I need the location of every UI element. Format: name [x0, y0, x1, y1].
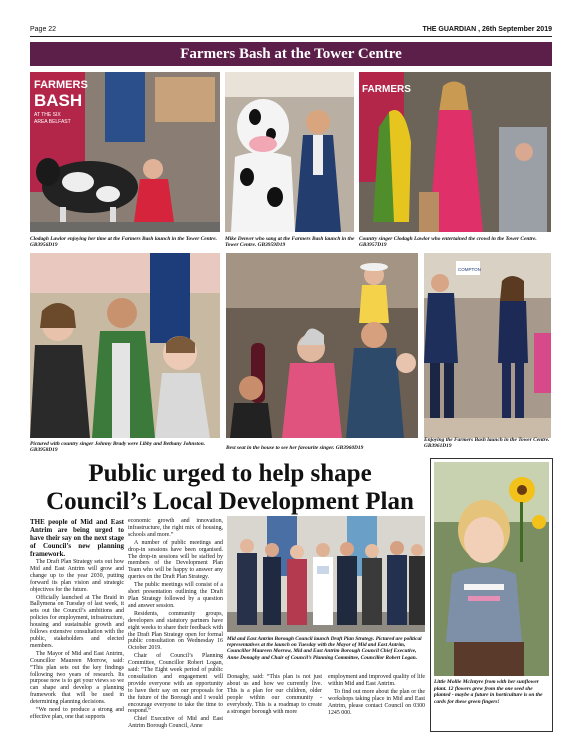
article-paragraph: To find out more about the plan or the workshops taking place in Mid and East Antrim, please contact Council on 0300 1245 000. — [328, 688, 425, 716]
photo-council-launch — [227, 516, 425, 632]
sign-text: AT THE SIX — [34, 112, 61, 118]
article-column-3 — [227, 674, 322, 716]
headline-line: Council’s Local Development Plan — [46, 488, 414, 515]
sign-text: BASH — [34, 91, 83, 110]
caption: Pictured with country singer Johnny Brady were Libby and Bethany Johnston. GB3958D19 — [30, 441, 206, 454]
photo-best-seat — [226, 253, 418, 438]
caption: Best seat in the house to see her favourite singer. GB3960D19 — [226, 445, 364, 451]
caption: Clodagh Lawlor enjoying her time at the Farmers Bash launch in the Tower Centre. GB3956D19 — [30, 236, 218, 249]
caption: Mid and East Antrim Borough Council launch Draft Plan Strategy. Pictured are political representatives at the launch on Tuesday with the Mayor of Mid and East Antrim, Councillor Maureen Morrow, Mid and East Antrim Borough Council Chief Executive, Anne Donaghy and Chair of Council’s Planning Committee, Councillor Robert Logan. — [227, 636, 422, 661]
article-paragraph: Residents, community groups, developers and statutory partners have eight weeks to share their feedback with the Draft Plan Strategy open for formal public consultation on Wednesday 16 October 2019. — [128, 610, 223, 652]
section-banner: Farmers Bash at the Tower Centre — [30, 42, 552, 66]
article-paragraph: “We need to produce a strong and effective plan, one that supports — [30, 707, 124, 720]
article-column-2 — [128, 518, 223, 731]
photo-enjoying-launch — [424, 253, 551, 438]
article-paragraph: A number of public meetings and drop-in sessions have been organised. The drop-in sessions will be staffed by members of the Development Plan Team who will be happy to answer any queries on the Draft Plan Strategy. — [128, 539, 223, 581]
article-paragraph: Chief Executive of Mid and East Antrim Borough Council, Anne — [128, 716, 223, 730]
sign-text: AREA BELFAST — [34, 119, 71, 125]
paper-date: THE GUARDIAN , 26th September 2019 — [422, 26, 552, 33]
article-paragraph: employment and improved quality of life within Mid and East Antrim. — [328, 674, 426, 687]
caption: Little Mollie McIntyre from with her sunflower plant. 12 flowers grew from the one seed she planted - maybe a future in horticulture is on the cards for these green fingers! — [434, 679, 543, 705]
page-number: Page 22 — [30, 26, 57, 33]
photo-clodagh-cow — [30, 72, 220, 232]
sign-text: COMPTON — [458, 267, 481, 272]
caption: Mike Denver who sang at the Farmers Bash launch in the Tower Centre. GB3959D19 — [225, 236, 355, 249]
article-column-4 — [328, 674, 425, 717]
photo-clodagh-singing — [359, 72, 551, 232]
article-paragraph: Chair of Council’s Planning Committee, Councillor Robert Logan, said: “The Eight week period of public consultation and engagement will provide everyone with an opportunity to have their say on our proposals for the future of the Borough and I would encourage everyone to take the time to respond.” — [128, 653, 223, 715]
sidebar-box — [430, 458, 553, 732]
sign-text: FARMERS — [34, 79, 88, 91]
article-column-1 — [30, 518, 124, 722]
headline-line: Public urged to help shape — [88, 460, 372, 487]
photo-mollie-sunflower — [434, 462, 549, 676]
article-paragraph: THE people of Mid and East Antrim are being urged to have their say on the next stage of Council’s new planning framework. — [30, 518, 124, 558]
article-paragraph: Officially launched at The Braid in Ballymena on Tuesday of last week, it sets out the Council’s ambitions and policies for employment, infrastructure, housing and sustainable growth and follows extensive consultation with the public, stakeholders and elected members. — [30, 594, 124, 649]
article-headline — [30, 460, 430, 516]
sign-text: FARMERS — [362, 84, 411, 95]
photo-mike-denver — [225, 72, 354, 232]
article-paragraph: Donaghy, said: “This plan is not just about us and how we currently live. This is a plan for our children, older people within our community - everybody. This is a roadmap to create a stronger borough with more — [227, 674, 322, 715]
article-paragraph: economic growth and innovation, infrastructure, the right mix of housing, schools and more.” — [128, 518, 223, 538]
article-paragraph: The Mayor of Mid and East Antrim, Councillor Maureen Morrow, said: “This plan sets out the key findings following two years of research. Its purpose now is to get your views so we can shape and develop a planning framework that will be used in determining planning decisions. — [30, 650, 124, 706]
article-paragraph: The Draft Plan Strategy sets out how Mid and East Antrim will grow and change up to the year 2030, putting forward its plan vision and strategic objectives for the future. — [30, 559, 124, 593]
caption: Country singer Clodagh Lawlor who entertained the crowd in the Tower Centre. GB3957D19 — [359, 236, 537, 249]
header-rule — [30, 36, 552, 37]
photo-johnny-brady — [30, 253, 220, 438]
article-paragraph: The public meetings will consist of a short presentation outlining the Draft Plan Strategy followed by a question and answer session. — [128, 582, 223, 609]
caption: Enjoying the Farmers Bash launch in the Tower Centre. GB3961D19 — [424, 437, 550, 450]
